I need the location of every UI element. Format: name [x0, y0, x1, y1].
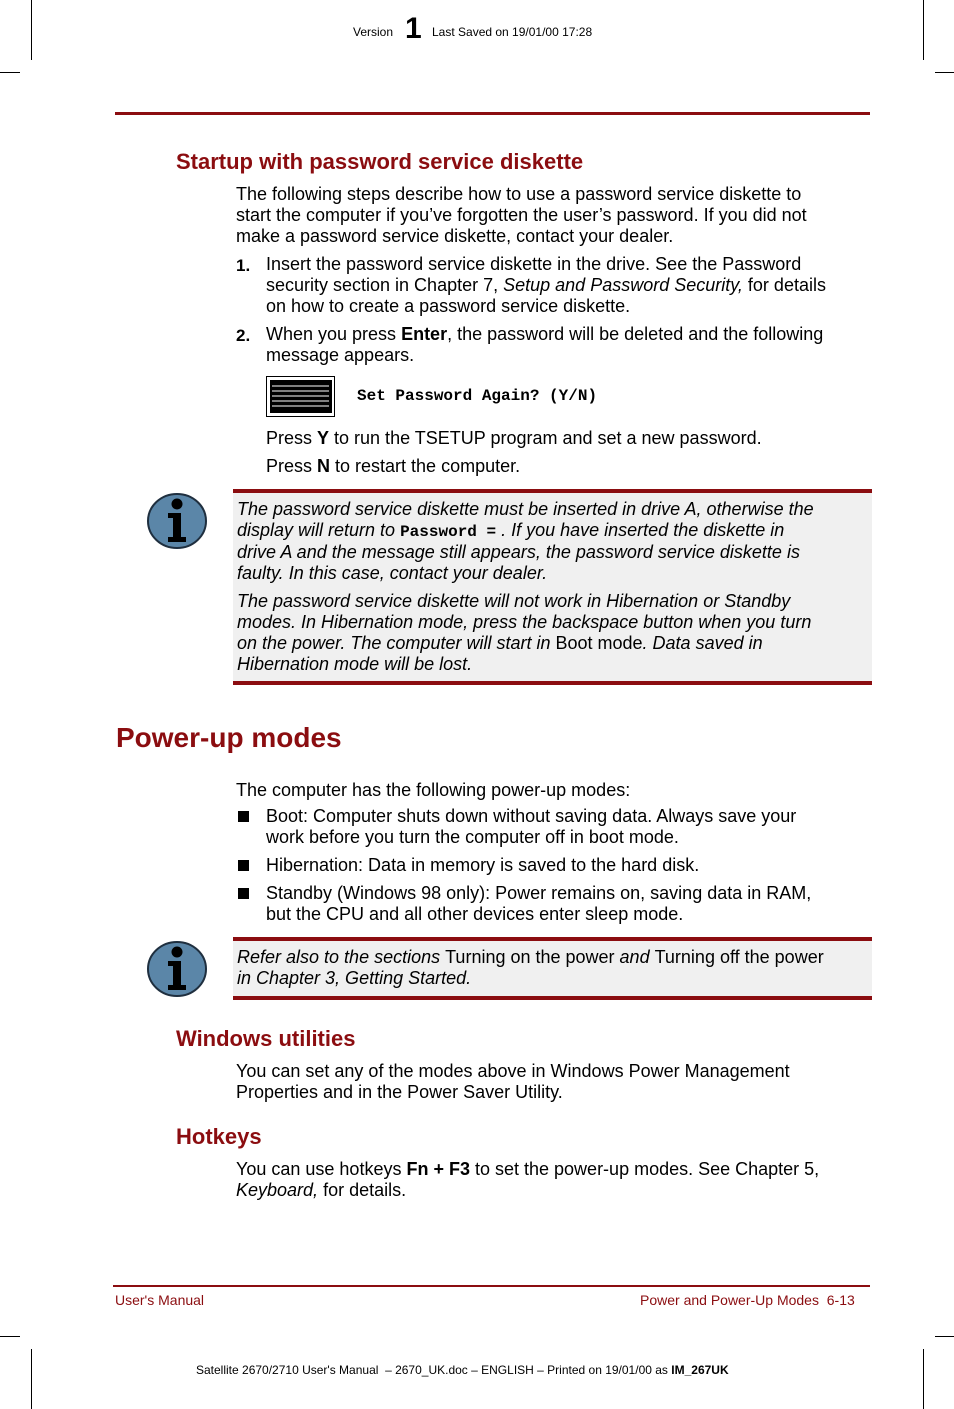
last-saved: Last Saved on 19/01/00 17:28	[432, 25, 593, 39]
bullet-marker	[238, 811, 249, 822]
crop-mark	[923, 0, 924, 60]
startup-intro-line-2: start the computer if you’ve forgotten the user’s password. If you did not	[236, 205, 807, 225]
step-number-2: 2.	[236, 326, 251, 345]
note1-p2-line-1: The password service diskette will not work in Hibernation or Standby	[237, 591, 791, 611]
crop-mark	[935, 1336, 954, 1337]
footer-right: Power and Power-Up Modes 6-13	[640, 1292, 855, 1308]
note1-p1-line-2: display will return to Password = . If you have inserted the diskette in	[237, 520, 785, 541]
bullet-3-line-2: but the CPU and all other devices enter sleep mode.	[266, 904, 684, 924]
step2-line-2: message appears.	[266, 345, 415, 365]
bullet-3-line-1: Standby (Windows 98 only): Power remains on, saving data in RAM,	[266, 883, 812, 903]
bullet-marker	[238, 888, 249, 899]
footer-left: User's Manual	[115, 1292, 205, 1308]
version-number: 1	[405, 12, 422, 45]
crop-mark	[935, 72, 954, 73]
note1-p1-line-3: drive A and the message still appears, the password service diskette is	[237, 542, 800, 562]
info-icon	[146, 491, 208, 556]
step1-line-1: Insert the password service diskette in the drive. See the Password	[266, 254, 802, 274]
startup-intro-line-3: make a password service diskette, contact your dealer.	[236, 226, 674, 246]
press-n-line: Press N to restart the computer.	[266, 456, 521, 476]
step1-line-2: security section in Chapter 7, Setup and Password Security, for details	[266, 275, 826, 295]
crop-mark	[923, 1349, 924, 1409]
note1-p2-line-2: modes. In Hibernation mode, press the backspace button when you turn	[237, 612, 812, 632]
hotkeys-line-2: Keyboard, for details.	[236, 1180, 407, 1200]
note1-p1-line-1: The password service diskette must be inserted in drive A, otherwise the	[237, 499, 814, 519]
note1-p2-line-3: on the power. The computer will start in Boot mode. Data saved in	[237, 633, 763, 653]
note2-line-2: in Chapter 3, Getting Started.	[237, 968, 472, 988]
step-number-1: 1.	[236, 256, 251, 275]
info-icon	[146, 939, 208, 1004]
crop-mark	[0, 1336, 20, 1337]
section-heading-startup: Startup with password service diskette	[176, 149, 584, 174]
windows-line-2: Properties and in the Power Saver Utility.	[236, 1082, 563, 1102]
top-rule	[115, 112, 870, 115]
hotkeys-line-1: You can use hotkeys Fn + F3 to set the power-up modes. See Chapter 5,	[236, 1159, 820, 1179]
crop-mark	[31, 0, 32, 60]
screen-message: Set Password Again? (Y/N)	[357, 387, 598, 405]
screen-icon	[266, 376, 336, 423]
section-heading-hotkeys: Hotkeys	[176, 1124, 262, 1149]
bullet-2-line-1: Hibernation: Data in memory is saved to the hard disk.	[266, 855, 700, 875]
print-line: Satellite 2670/2710 User's Manual – 2670_UK.doc – ENGLISH – Printed on 19/01/00 as IM_267UK	[196, 1363, 729, 1377]
windows-line-1: You can set any of the modes above in Windows Power Management	[236, 1061, 790, 1081]
bullet-1-line-2: work before you turn the computer off in boot mode.	[266, 827, 679, 847]
crop-mark	[0, 72, 20, 73]
bullet-marker	[238, 860, 249, 871]
section-heading-powerup: Power-up modes	[116, 722, 342, 753]
version-label: Version	[353, 25, 394, 39]
crop-mark	[31, 1349, 32, 1409]
startup-intro-line-1: The following steps describe how to use a password service diskette to	[236, 184, 802, 204]
note1-p1-line-4: faulty. In this case, contact your dealer.	[237, 563, 548, 583]
footer-rule	[113, 1285, 870, 1287]
step2-line-1: When you press Enter, the password will be deleted and the following	[266, 324, 824, 344]
note1-p2-line-4: Hibernation mode will be lost.	[237, 654, 473, 674]
press-y-line: Press Y to run the TSETUP program and set a new password.	[266, 428, 762, 448]
bullet-1-line-1: Boot: Computer shuts down without saving data. Always save your	[266, 806, 797, 826]
note2-line-1: Refer also to the sections Turning on the power and Turning off the power	[237, 947, 824, 967]
section-heading-windows: Windows utilities	[176, 1026, 356, 1051]
step1-line-3: on how to create a password service diskette.	[266, 296, 631, 316]
powerup-intro: The computer has the following power-up modes:	[236, 780, 631, 800]
